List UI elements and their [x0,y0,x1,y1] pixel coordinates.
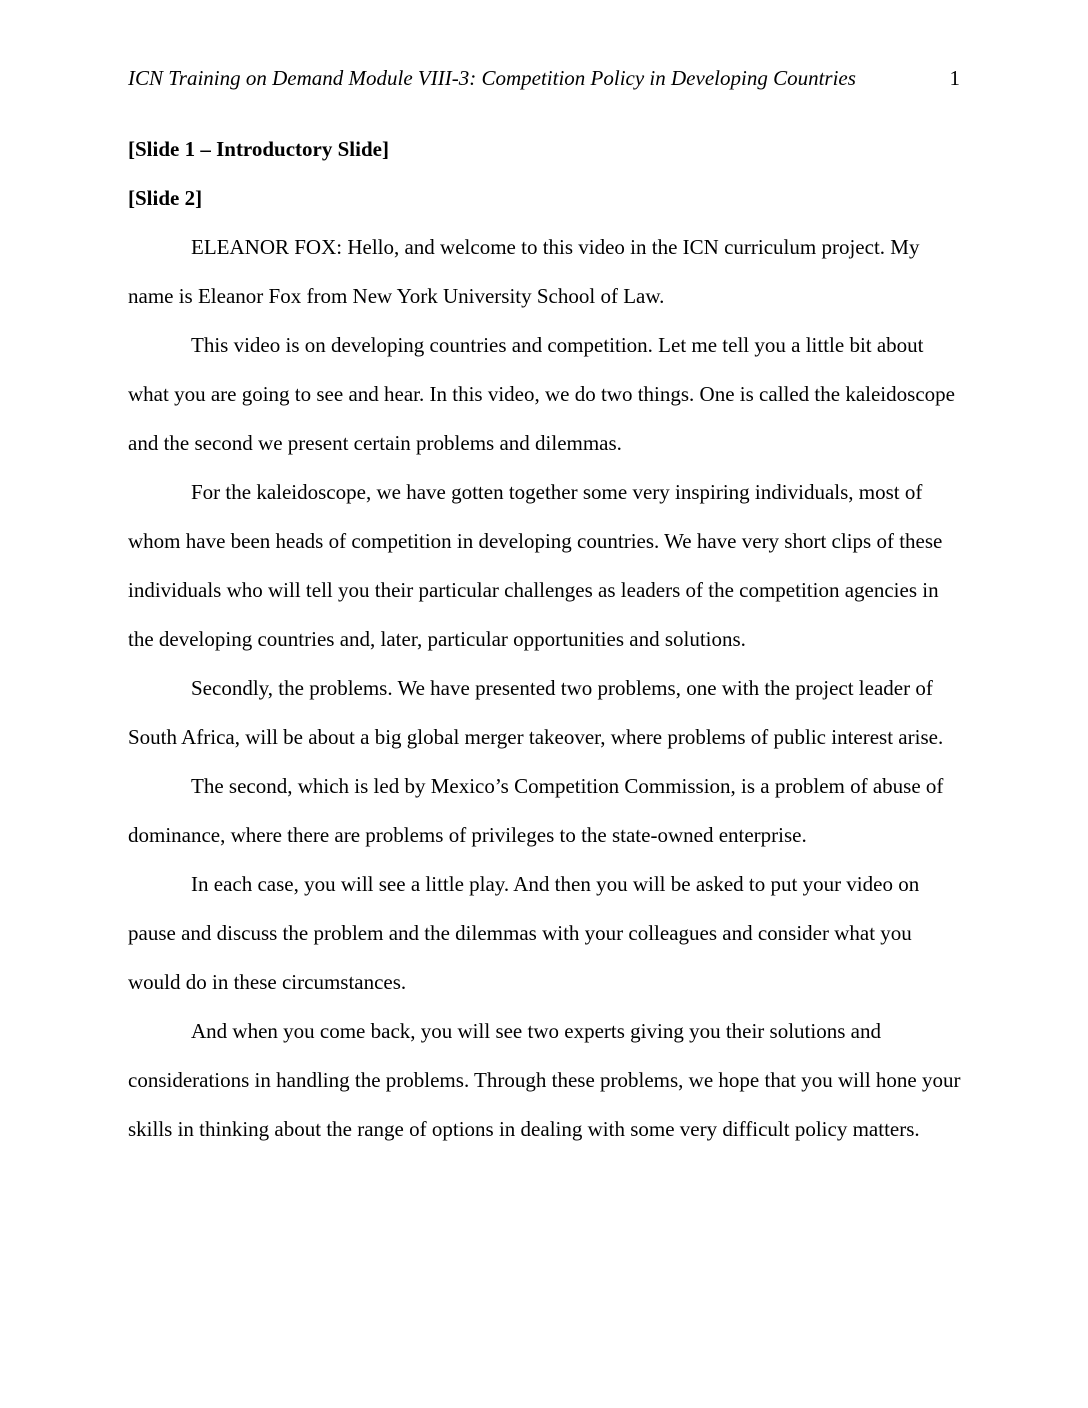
slide-1-heading: [Slide 1 – Introductory Slide] [128,137,389,161]
paragraph-kaleidoscope: For the kaleidoscope, we have gotten together some very inspiring individuals, most of whom have been heads of competition in developing countries. We have very short clips of these individuals who will tell you their particular challenges as leaders of the competition agencies in the developing countries and, later, particular opportunities and solutions. [128,480,943,651]
running-header [128,62,968,94]
paragraph-problems: Secondly, the problems. We have presented two problems, one with the project leader of South Africa, will be about a big global merger takeover, where problems of public interest arise. [128,676,944,749]
header-title: ICN Training on Demand Module VIII-3: Competition Policy in Developing Countries [128,66,856,90]
paragraph-experts: And when you come back, you will see two experts giving you their solutions and considerations in handling the problems. Through these problems, we hope that you will hone your skills in thinking about the range of options in dealing with some very difficult policy matters. [128,1019,961,1141]
document-body [128,125,964,1154]
paragraph-overview: This video is on developing countries and competition. Let me tell you a little bit about what you are going to see and hear. In this video, we do two things. One is called the kaleidoscope and the second we present certain problems and dilemmas. [128,333,955,455]
slide-2-heading: [Slide 2] [128,186,203,210]
paragraph-play: In each case, you will see a little play. And then you will be asked to put your video on pause and discuss the problem and the dilemmas with your colleagues and consider what you would do in these circumstances. [128,872,920,994]
paragraph-mexico: The second, which is led by Mexico’s Competition Commission, is a problem of abuse of dominance, where there are problems of privileges to the state-owned enterprise. [128,774,944,847]
paragraph-intro: ELEANOR FOX: Hello, and welcome to this video in the ICN curriculum project. My name is Eleanor Fox from New York University School of Law. [128,235,920,308]
page-number: 1 [949,66,960,90]
